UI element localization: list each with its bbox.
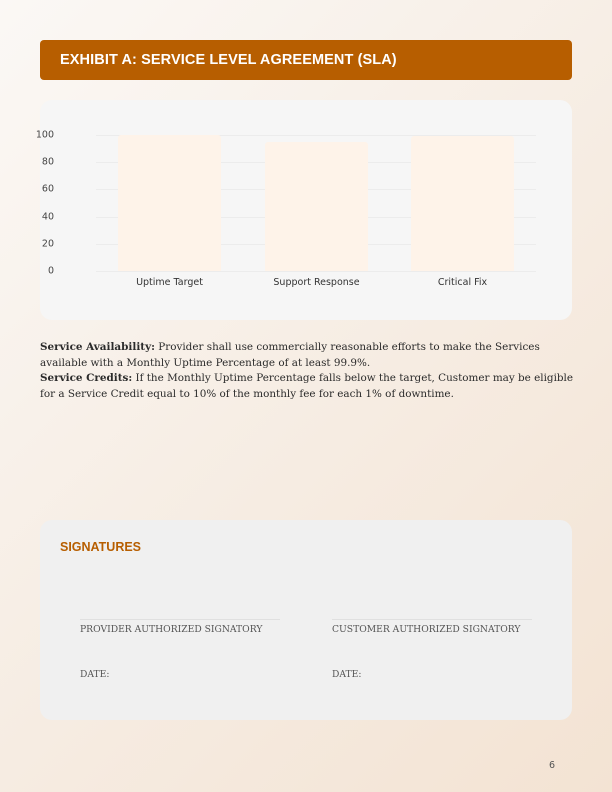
provider-signatory-label: PROVIDER AUTHORIZED SIGNATORY <box>80 624 263 635</box>
signatures-title: SIGNATURES <box>60 540 142 554</box>
y-tick-label: 80 <box>41 156 54 168</box>
customer-signatory-label: CUSTOMER AUTHORIZED SIGNATORY <box>332 624 521 635</box>
customer-signature-block <box>332 619 532 680</box>
y-tick-label: 40 <box>41 211 54 223</box>
customer-date-label: DATE: <box>332 669 362 680</box>
exhibit-title: EXHIBIT A: SERVICE LEVEL AGREEMENT (SLA) <box>60 52 397 68</box>
bar-uptime-target <box>118 135 221 271</box>
customer-signature-line[interactable] <box>332 619 532 620</box>
bar-critical-fix <box>411 136 514 271</box>
y-tick-label: 100 <box>35 129 54 141</box>
provider-date-label: DATE: <box>80 669 110 680</box>
paragraph-text: If the Monthly Uptime Percentage falls below the target, Customer may be eligible for a Service Credit equal to 10% of the monthly fee for each 1% of downtime. <box>40 372 574 400</box>
y-tick-label: 20 <box>41 238 54 250</box>
bar-chart-plot <box>35 129 536 288</box>
signatures-card <box>40 520 572 720</box>
provider-signature-block <box>80 619 280 680</box>
paragraph-label: Service Credits: <box>40 372 133 384</box>
provider-signature-line[interactable] <box>80 619 280 620</box>
paragraph-text: Provider shall use commercially reasonable efforts to make the Services available with a Monthly Uptime Percentage of at least 99.9%. <box>40 341 540 369</box>
service-availability-paragraph <box>40 340 574 371</box>
service-credits-paragraph <box>40 371 574 402</box>
paragraph-label: Service Availability: <box>40 341 155 353</box>
x-tick-label: Uptime Target <box>136 277 203 288</box>
x-axis-line <box>96 271 536 272</box>
y-tick-label: 0 <box>47 265 54 277</box>
bar-support-response <box>265 142 368 271</box>
x-tick-label: Critical Fix <box>437 277 488 288</box>
exhibit-header-banner <box>40 40 572 80</box>
sla-terms <box>40 340 574 402</box>
y-tick-label: 60 <box>41 183 54 195</box>
x-tick-label: Support Response <box>273 277 360 288</box>
page-number: 6 <box>548 760 556 771</box>
sla-chart-card <box>35 100 572 320</box>
